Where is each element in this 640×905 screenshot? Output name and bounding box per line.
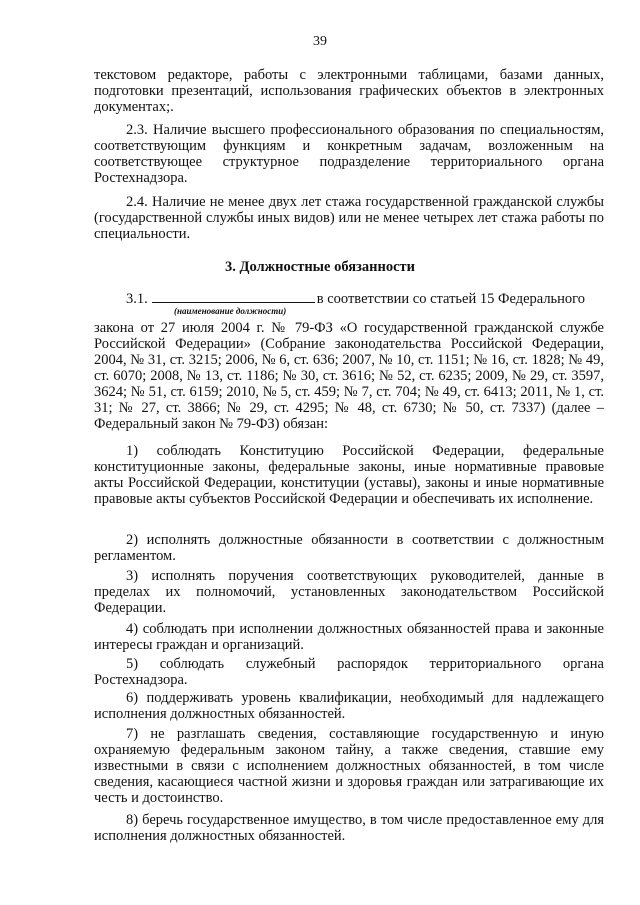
duty-item-1: 1) соблюдать Конституцию Российской Федерации, федеральные конституционные законы, федеральные законы, иные нормативные правовые акты Российской Федерации, конституции (уставы), законы и иные нормативные правовые акты субъектов Российской Федерации и обеспечивать их исполнение. [94, 443, 604, 507]
paragraph-3-1-number: 3.1. [126, 291, 148, 307]
position-name-blank-line [152, 290, 315, 303]
paragraph-3-1-body: закона от 27 июля 2004 г. № 79-ФЗ «О государственной гражданской службе Российской Федерации» (Собрание законодательства Российской Федерации, 2004, № 31, ст. 3215; 2006, № 6, ст. 636; 2007, № 10, ст. 1151; № 16, ст. 1828; № 49, ст. 6070; 2008, № 13, ст. 1186; № 30, ст. 3616; № 52, ст. 6235; 2009, № 29, ст. 3597, 3624; № 51, ст. 6159; 2010, № 5, ст. 459; № 7, ст. 704; № 49, ст. 6413; 2011, № 1, ст. 31; № 27, ст. 3866; № 29, ст. 4295; № 48, ст. 6730; № 50, ст. 7337) (далее – Федеральный закон № 79-ФЗ) обязан: [94, 320, 604, 432]
blank-line-caption: (наименование должности) [174, 306, 287, 316]
duty-item-8: 8) беречь государственное имущество, в том числе предоставленное ему для исполнения должностных обязанностей. [94, 812, 604, 844]
section-title: 3. Должностные обязанности [224, 259, 415, 275]
duty-item-5: 5) соблюдать служебный распорядок территориального органа Ростехнадзора. [94, 656, 604, 688]
duty-item-7: 7) не разглашать сведения, составляющие государственную и иную охраняемую федеральным законом тайну, а также сведения, ставшие ему известными в связи с исполнением должностных обязанностей, в том числе сведения, касающиеся частной жизни и здоровья граждан или затрагивающие их честь и достоинство. [94, 726, 604, 806]
duty-item-4: 4) соблюдать при исполнении должностных обязанностей права и законные интересы граждан и организаций. [94, 621, 604, 653]
paragraph-3-1-first-line-tail: в соответствии со статьей 15 Федерального [316, 291, 586, 307]
paragraph-2-3: 2.3. Наличие высшего профессионального образования по специальностям, соответствующим функциям и конкретным задачам, возложенным на соответствующее структурное подразделение территориального органа Ростехнадзора. [94, 122, 604, 186]
page-number: 39 [313, 34, 327, 49]
paragraph-3-1-first-line [126, 290, 604, 307]
duty-item-3: 3) исполнять поручения соответствующих руководителей, данные в пределах их полномочий, установленных законодательством Российской Федерации. [94, 568, 604, 616]
duty-item-6: 6) поддерживать уровень квалификации, необходимый для надлежащего исполнения должностных обязанностей. [94, 690, 604, 722]
paragraph-2-4: 2.4. Наличие не менее двух лет стажа государственной гражданской службы (государственной службы иных видов) или не менее четырех лет стажа работы по специальности. [94, 194, 604, 242]
duty-item-2: 2) исполнять должностные обязанности в соответствии с должностным регламентом. [94, 532, 604, 564]
paragraph-continuation: текстовом редакторе, работы с электронными таблицами, базами данных, подготовки презентаций, использования графических объектов в электронных документах;. [94, 67, 604, 115]
